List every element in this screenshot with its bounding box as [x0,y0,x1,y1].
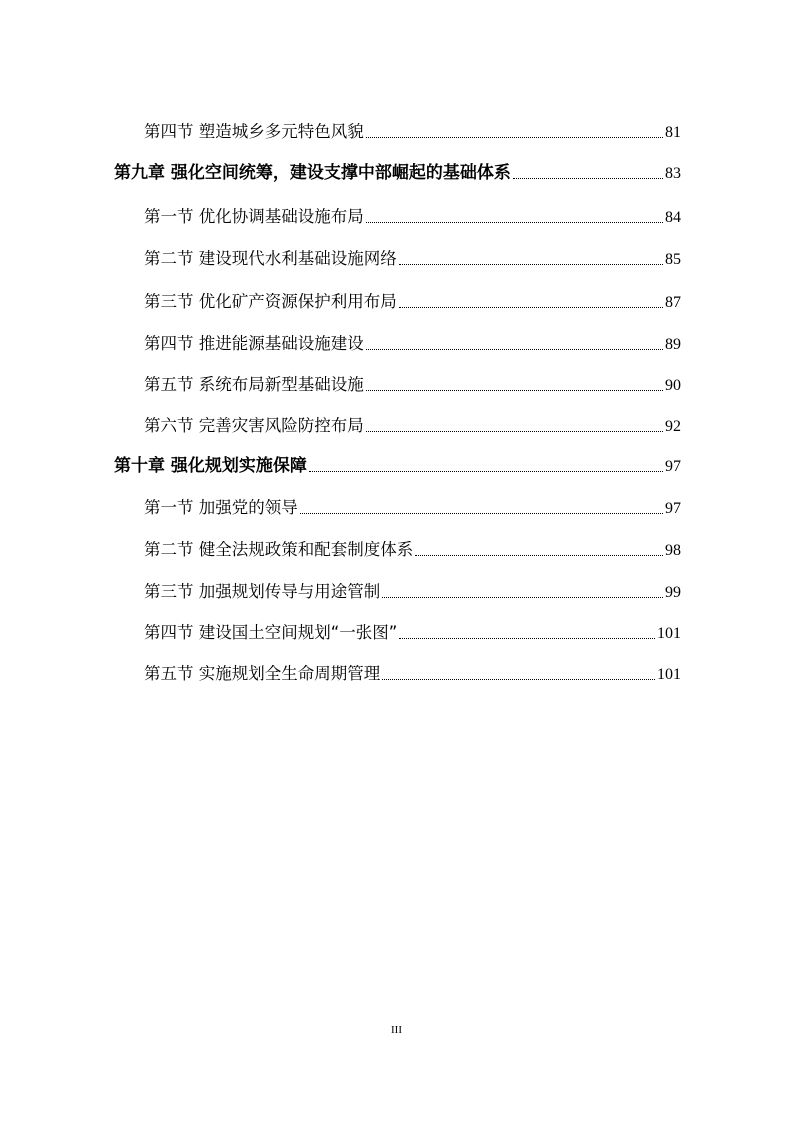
toc-entry-title: 第一节 加强党的领导 [144,498,298,518]
page-number-footer: III [391,1024,402,1036]
toc-entry-title: 第五节 实施规划全生命周期管理 [144,664,381,684]
toc-entry[interactable] [144,365,681,395]
toc-chapter-title: 第九章 强化空间统筹，建设支撑中部崛起的基础体系 [114,162,511,183]
toc-page-number: 83 [665,164,681,182]
toc-chapter-title: 第十章 强化规划实施保障 [114,455,307,476]
toc-dot-leader [382,678,655,680]
toc-dot-leader [366,389,663,391]
toc-page-number: 81 [665,123,681,141]
toc-page-number: 101 [657,665,681,683]
toc-entry-title: 第三节 优化矿产资源保护利用布局 [144,292,397,312]
toc-dot-leader [382,596,663,598]
toc-entry-title: 第三节 加强规划传导与用途管制 [144,582,381,602]
toc-entry[interactable] [144,324,681,354]
toc-entry[interactable] [144,239,681,269]
toc-page-number: 87 [665,293,681,311]
toc-dot-leader [366,136,663,138]
toc-entry[interactable] [144,572,681,602]
toc-entry-title: 第四节 塑造城乡多元特色风貌 [144,122,364,142]
toc-dot-leader [300,512,663,514]
toc-dot-leader [366,221,663,223]
toc-dot-leader [366,348,663,350]
toc-entry[interactable] [144,488,681,518]
toc-page-number: 90 [665,376,681,394]
toc-entry[interactable] [144,530,681,560]
toc-entry-title: 第四节 建设国土空间规划“一张图” [144,623,398,643]
toc-page-number: 97 [665,457,681,475]
toc-entry-title: 第一节 优化协调基础设施布局 [144,207,364,227]
toc-entry-title: 第二节 建设现代水利基础设施网络 [144,249,397,269]
toc-page-number: 98 [665,541,681,559]
toc-entry[interactable] [144,197,681,227]
toc-chapter-entry[interactable] [114,153,681,183]
toc-entry[interactable] [144,654,681,684]
toc-page-number: 97 [665,499,681,517]
toc-page-number: 92 [665,417,681,435]
toc-entry[interactable] [144,406,681,436]
toc-dot-leader [415,554,663,556]
toc-entry[interactable] [144,613,681,643]
toc-entry-title: 第五节 系统布局新型基础设施 [144,375,364,395]
toc-entry-title: 第二节 健全法规政策和配套制度体系 [144,540,414,560]
toc-entry-title: 第四节 推进能源基础设施建设 [144,334,364,354]
toc-entry[interactable] [144,282,681,312]
toc-chapter-entry[interactable] [114,446,681,476]
toc-page-number: 85 [665,250,681,268]
toc-entry-title: 第六节 完善灾害风险防控布局 [144,416,364,436]
toc-dot-leader [366,430,663,432]
toc-entry[interactable] [144,112,681,142]
toc-dot-leader [399,637,655,639]
toc-dot-leader [399,263,663,265]
toc-dot-leader [309,470,663,472]
toc-page-number: 84 [665,208,681,226]
toc-dot-leader [513,177,663,179]
toc-page-number: 101 [657,624,681,642]
toc-page-number: 89 [665,335,681,353]
toc-dot-leader [399,306,663,308]
toc-page-number: 99 [665,583,681,601]
